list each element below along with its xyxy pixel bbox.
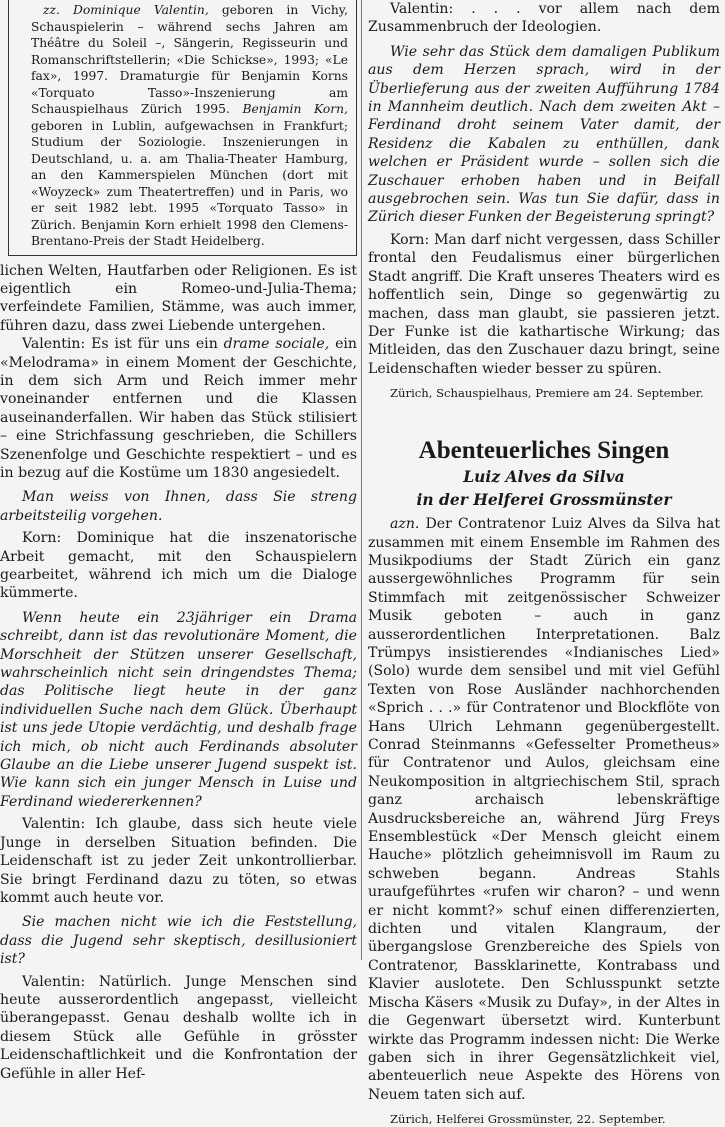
interview-question: Wie sehr das Stück dem damaligen Publikum aus dem Herzen sprach, wird in der Überlieferung aus der zweiten Aufführung 1784 in Mannheim deutlich. Nach dem zweiten Akt – Ferdinand droht seinem Vater damit, der Residenz die Kabalen zu enthüllen, dank welchen er Präsident wurde – sollen sich die Zuschauer erhoben haben und in Beifall ausgebrochen sein. Was tun Sie dafür, dass in Zürich dieser Funken der Begeisterung springt? [368,43,720,226]
text-run: Valentin: Es ist für uns ein [22,336,224,353]
bio-text-korn: geboren in Lublin, aufgewachsen in Frankfurt; Studium der Soziologie. Inszenierungen in Deutschland, u. a. am Thalia-Theater Hamburg, an den Kammerspielen München (dort mit «Woyzeck» zum Theatertreffen) und in Paris, wo er seit 1982 lebt. 1995 «Torquato Tasso» in Zürich. Benjamin Korn erhielt 1998 den Clemens-Brentano-Preis der Stadt Heidelberg. [31,118,348,248]
right-column [368,0,720,1127]
author-bio-box [8,0,357,256]
bio-name-valentin: Dominique Valentin, [72,3,209,17]
interview-question: Man weiss von Ihnen, dass Sie streng arbeitsteilig vorgehen. [0,489,357,524]
bio-paragraph [31,2,348,250]
article-headline: Abenteuerliches Singen [418,437,670,465]
interview-question: Sie machen nicht wie ich die Feststellung, dass die Jugend sehr skeptisch, desillusioniert ist? [0,914,357,968]
article-author: azn. [390,516,420,533]
paragraph-valentin-drame [0,335,357,482]
article-credit: Zürich, Helferei Grossmünster, 22. September. [390,1112,666,1127]
left-column [0,0,357,1083]
column-divider [361,0,362,960]
paragraph [368,515,720,1104]
interview-left-text [0,262,357,1083]
text-run: ein «Melodrama» in einem Moment der Geschichte, in dem sich Arm und Reich immer mehr voneinander entfernen und die Klassen auseinanderfallen. Wir haben das Stück stilisiert – eine Strichfassung geschrieben, die Schillers Szenenfolge und Geschichte respektiert – und es in bezug auf die Kostüme um 1830 angesiedelt. [0,336,358,481]
article-subheadline: in der Helferei Grossmünster [416,490,672,510]
bio-author-initials: zz. [43,3,60,17]
paragraph: Valentin: Ich glaube, dass sich heute viele Junge in derselben Situation befinden. Die Leidenschaft ist zu jeder Zeit unkontrollierbar. Sie bringt Ferdinand dazu zu töten, so etwas kommt auch heute vor. [0,816,357,906]
bio-text-valentin: geboren in Vichy, Schauspielerin – während sechs Jahren am Théâtre du Soleil –, Sängerin, Regisseurin und Romanschriftstellerin; «Die Schickse», 1993; «Le fax», 1997. Dramaturgie für Benjamin Korns «Torquato Tasso»-Inszenierung am Schauspielhaus Zürich 1995. [31,3,348,116]
bio-name-korn: Benjamin Korn, [242,102,348,116]
paragraph: lichen Welten, Hautfarben oder Religionen. Es ist eigentlich ein Romeo-und-Julia-Thema; verfeindete Familien, Stämme, was auch immer, führen dazu, dass zwei Liebende untergehen. [0,262,357,334]
interview-question: Wenn heute ein 23jähriger ein Drama schreibt, dann ist das revolutionäre Moment, die Morschheit der Stützen unserer Gesellschaft, wahrscheinlich nicht sein dringendstes Thema; das Politische liegt heute in der ganz individuellen Suche nach dem Glück. Überhaupt ist uns jede Utopie verdächtig, und deshalb frage ich mich, ob nicht auch Ferdinands absoluter Glaube an die Liebe unserer Jugend suspekt ist. Wie kann sich ein junger Mensch in Luise und Ferdinand wiedererkennen? [0,609,357,810]
italic-run: drame sociale, [223,336,330,353]
paragraph: Korn: Man darf nicht vergessen, dass Schiller frontal den Feudalismus einer bürgerlichen Stadt angriff. Die Kraft unseres Theaters wird es hoffentlich sein, Dinge so gegenwärtig zu machen, dass man glaubt, sie passieren jetzt. Der Funke ist die kathartische Wirkung; das Mitleiden, das den Zuschauer dazu bringt, seine Leidenschaften wieder besser zu spüren. [368,231,720,377]
paragraph: Valentin: Natürlich. Junge Menschen sind heute ausserordentlich angepasst, vielleicht überangepasst. Genau deshalb wollte ich in diesem Stück alle Gefühle in grösster Leidenschaftlichkeit und die Konfrontation der Gefühle in aller Hef- [0,973,357,1082]
article-credit: Zürich, Schauspielhaus, Premiere am 24. September. [390,386,704,401]
paragraph: Valentin: . . . vor allem nach dem Zusammenbruch der Ideologien. [368,1,720,36]
article-subheadline: Luiz Alves da Silva [463,467,625,487]
interview-right-text [368,0,720,378]
paragraph: Korn: Dominique hat die inszenatorische Arbeit gemacht, mit den Schauspielern gearbeitet, während ich mich um die Dialoge kümmerte. [0,530,357,602]
article-body [368,515,720,1104]
text-run: Der Contratenor Luiz Alves da Silva hat zusammen mit einem Ensemble im Rahmen des Musikpodiums der Stadt Zürich ein ganz aussergewöhnliches Programm für sein Stimmfach mit zeitgenössischer Schweizer Musik geboten – auch in ganz ausserordentlichen Interpretationen. Balz Trümpys insistierendes «Indianisches Lied» (Solo) wurde dem sensibel und mit viel Gefühl Texten von Rose Ausländer nachhorchenden «Sprich . . .» für Contratenor und Blockflöte von Hans Ulrich Lehmann gegenübergestellt. Conrad Steinmanns «Gefesselter Prometheus» für Contratenor und Aulos, gleichsam eine Neukomposition in altgriechischem Stil, sprach ganz archaisch lebenskräftige Ausdrucksbereiche an, während Jürg Freys Ensemblestück «Der Mensch gleicht einem Hauche» plötzlich geheimnisvoll im Raum zu schweben begann. Andreas Stahls uraufgeführtes «rufen wir charon? – und wenn er nicht kommt?» schuf einen differenzierten, dichten und vitalen Klangraum, der übergangslose Grenzbereiche des Spiels von Contratenor, Bassklarinette, Kontrabass und Klavier auslotete. Den Schlusspunkt setzte Mischa Käsers «Musik zu Dufay», in der Altes in die Gegenwart übersetzt wird. Kunterbunt wirkte das Programm indessen nicht: Die Werke gaben sich in ihrer Gegensätzlichkeit viel, abenteuerlich neue Aspekte des Hörens von Neuem taten sich auf. [368,516,720,1103]
